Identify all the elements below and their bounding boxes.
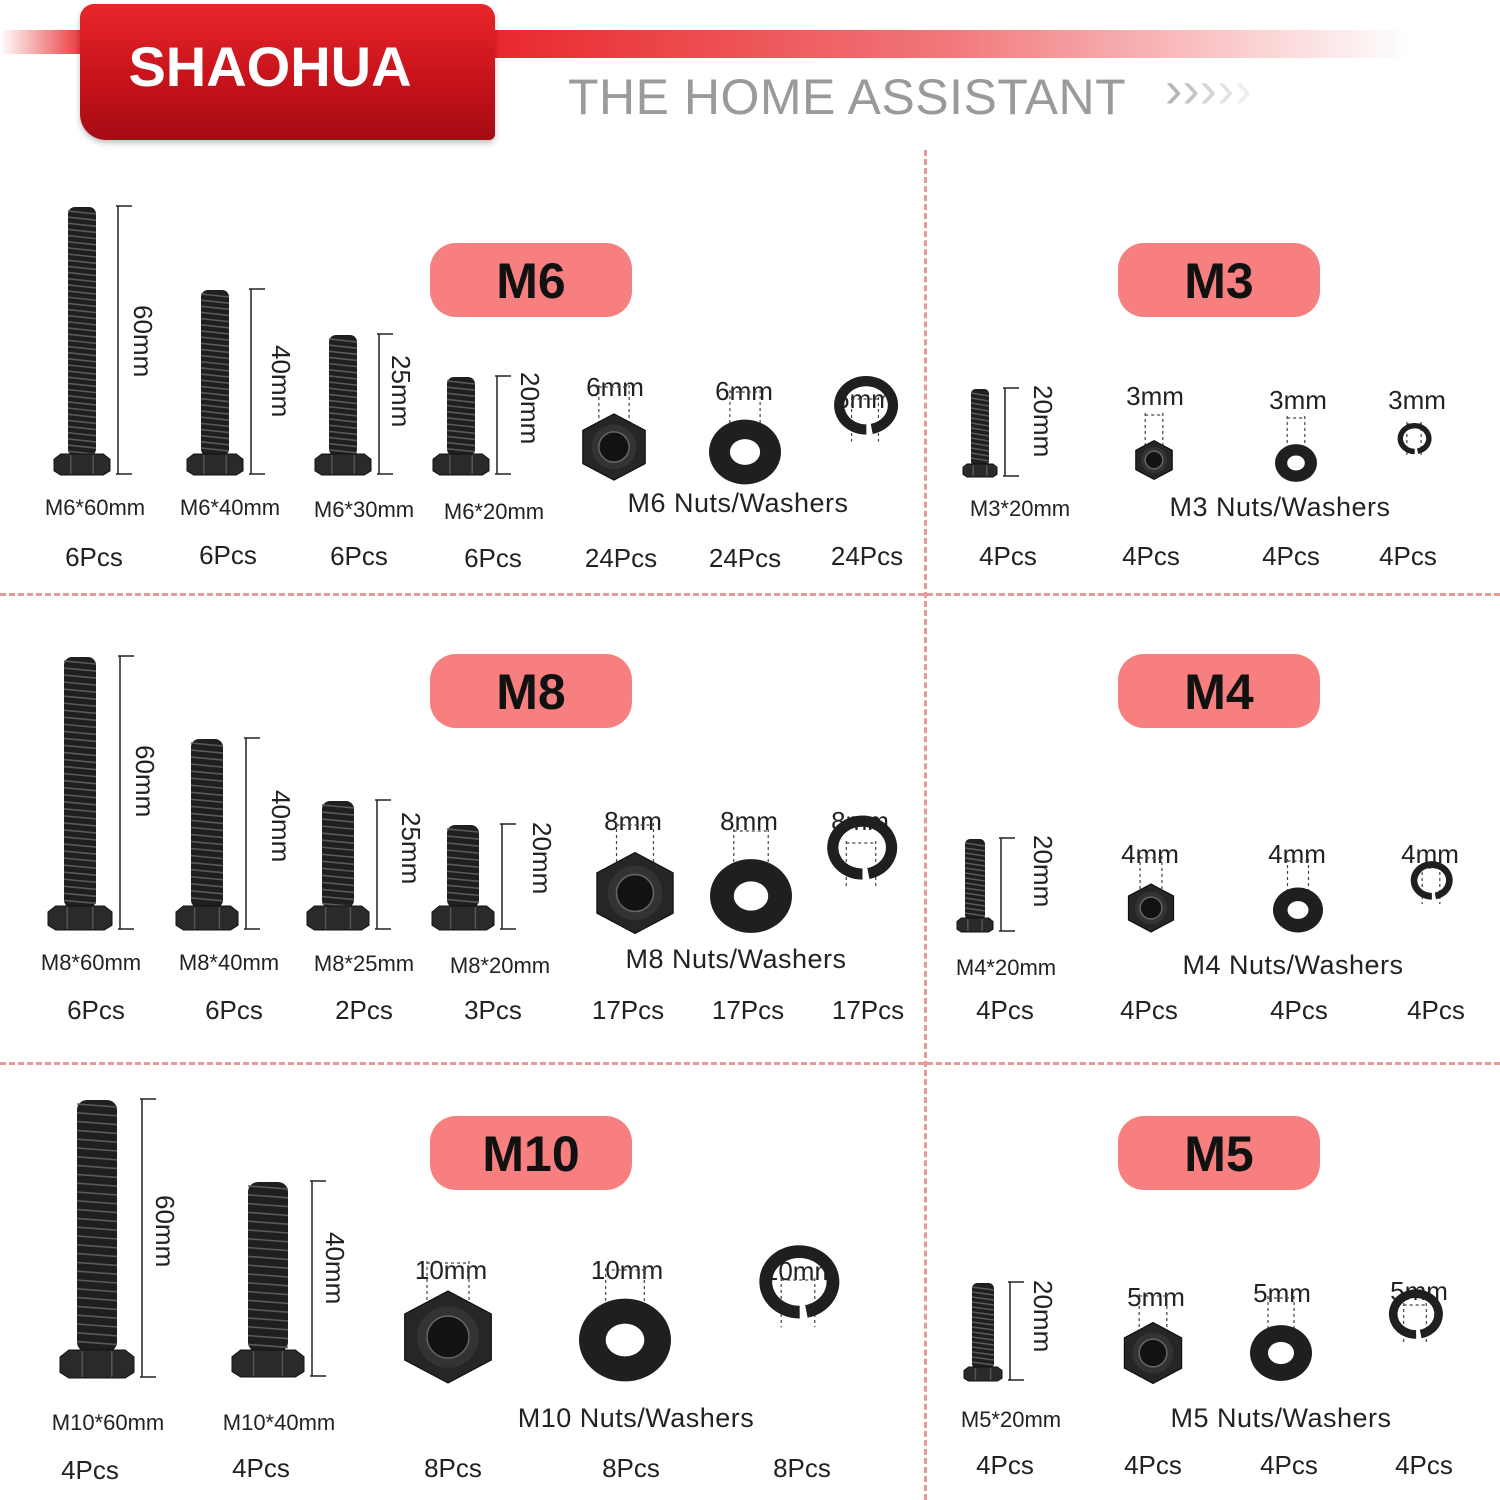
lock-washer-size-dim: 6mm [835, 384, 893, 414]
nut-pcs: 17Pcs [591, 995, 665, 1025]
size-badge-m3: M3 [1118, 243, 1320, 317]
bolt-pcs: 2Pcs [335, 995, 393, 1025]
bolt-image [307, 799, 449, 934]
lock-washer-image [822, 837, 900, 941]
lock-washer-size-dim: 8mm [831, 806, 889, 836]
bolt-size-label: M10*60mm [51, 1410, 165, 1435]
bolt-pcs: 4Pcs [61, 1455, 119, 1485]
bolt-length-dim: 25mm [396, 812, 426, 885]
nut-pcs: 4Pcs [1122, 541, 1180, 571]
hex-nut-image [587, 819, 683, 941]
bolt-size-label: M6*30mm [313, 497, 415, 522]
washer-pcs: 4Pcs [1262, 541, 1320, 571]
washer-pcs: 4Pcs [1270, 995, 1328, 1025]
bolt-length-dim: 40mm [320, 1232, 350, 1305]
bolt-pcs: 3Pcs [464, 995, 522, 1025]
column-divider [924, 150, 927, 1500]
bolt-length-dim: 40mm [266, 345, 296, 418]
nuts-washers-label: M8 Nuts/Washers [625, 944, 847, 974]
bolt-length-dim: 20mm [1028, 1280, 1058, 1353]
nuts-washers-label: M3 Nuts/Washers [1169, 492, 1391, 522]
bolt-pcs: 6Pcs [330, 541, 388, 571]
hex-nut-image [1116, 1290, 1190, 1390]
bolt-size-label: M8*20mm [449, 953, 551, 978]
header-ribbon [480, 30, 1410, 58]
bolt-pcs: 4Pcs [979, 541, 1037, 571]
size-badge-m4: M4 [1118, 654, 1320, 728]
flat-washer-image [1271, 412, 1321, 488]
nut-size-dim: 4mm [1121, 839, 1179, 869]
size-badge-m5: M5 [1118, 1116, 1320, 1190]
chevrons-icon: ››››› [1165, 61, 1252, 119]
lock-washer-pcs: 4Pcs [1407, 995, 1465, 1025]
flat-washer-image [705, 386, 785, 492]
row-divider-1 [0, 593, 1500, 596]
bolt-length-dim: 60mm [150, 1195, 180, 1268]
washer-pcs: 17Pcs [711, 995, 785, 1025]
bolt-length-dim: 20mm [527, 822, 557, 895]
bolt-size-label: M5*20mm [960, 1407, 1062, 1432]
bolt-image [187, 288, 323, 479]
nut-size-dim: 10mm [414, 1255, 488, 1285]
bolt-length-dim: 20mm [1028, 385, 1058, 458]
nut-pcs: 8Pcs [424, 1453, 482, 1483]
bolt-size-label: M6*20mm [443, 499, 545, 524]
bolt-size-label: M10*40mm [222, 1410, 336, 1435]
nut-pcs: 4Pcs [1120, 995, 1178, 1025]
header-ribbon-left [0, 30, 90, 54]
row-divider-2 [0, 1062, 1500, 1065]
bolt-image [433, 375, 569, 479]
lock-washer-pcs: 4Pcs [1379, 541, 1437, 571]
washer-size-dim: 5mm [1253, 1278, 1311, 1308]
size-badge-m6: M6 [430, 243, 632, 317]
bolt-pcs: 4Pcs [976, 1450, 1034, 1480]
bolt-length-dim: 20mm [515, 372, 545, 445]
lock-washer-size-dim: 10mm [763, 1256, 837, 1286]
bolt-length-dim: 25mm [386, 355, 416, 428]
bolt-image [315, 333, 451, 479]
washer-size-dim: 10mm [590, 1255, 664, 1285]
lock-washer-size-dim: 3mm [1388, 385, 1446, 415]
bolt-pcs: 6Pcs [199, 540, 257, 570]
bolt-size-label: M8*60mm [40, 950, 142, 975]
washer-size-dim: 3mm [1269, 385, 1327, 415]
hex-nut-image [1121, 852, 1181, 938]
nuts-washers-label: M4 Nuts/Washers [1182, 950, 1404, 980]
lock-washer-image [829, 393, 901, 491]
bolt-length-dim: 20mm [1028, 835, 1058, 908]
bolt-length-dim: 60mm [130, 745, 160, 818]
bolt-image [54, 205, 190, 479]
bolt-size-label: M3*20mm [969, 496, 1071, 521]
bolt-image [232, 1180, 384, 1381]
hex-nut-image [574, 381, 654, 487]
washer-pcs: 24Pcs [708, 543, 782, 573]
lock-washer-pcs: 17Pcs [831, 995, 905, 1025]
lock-washer-image [1393, 418, 1435, 486]
brand-tagline: THE HOME ASSISTANT [568, 69, 1127, 125]
bolt-image [176, 737, 318, 934]
bolt-size-label: M4*20mm [955, 955, 1057, 980]
bolt-size-label: M8*25mm [313, 951, 415, 976]
bolt-pcs: 6Pcs [464, 543, 522, 573]
bolt-pcs: 4Pcs [232, 1453, 290, 1483]
brand-logo [80, 4, 495, 140]
bolt-length-dim: 60mm [128, 305, 158, 378]
nut-size-dim: 5mm [1127, 1282, 1185, 1312]
bolt-pcs: 6Pcs [205, 995, 263, 1025]
washer-size-dim: 4mm [1268, 839, 1326, 869]
bolt-pcs: 6Pcs [65, 542, 123, 572]
bolt-size-label: M6*40mm [179, 495, 281, 520]
bolt-pcs: 6Pcs [67, 995, 125, 1025]
nut-size-dim: 8mm [604, 806, 662, 836]
nuts-washers-label: M6 Nuts/Washers [627, 488, 849, 518]
brand-logo-text: SHAOHUA [128, 35, 412, 98]
hex-nut-image [394, 1257, 502, 1391]
bolt-size-label: M6*60mm [44, 495, 146, 520]
lock-washer-pcs: 8Pcs [773, 1453, 831, 1483]
bolt-length-dim: 40mm [266, 790, 296, 863]
hex-nut-image [1129, 409, 1179, 485]
flat-washer-image [1246, 1292, 1316, 1388]
bolt-image [964, 1281, 1082, 1385]
nuts-washers-label: M10 Nuts/Washers [517, 1403, 755, 1433]
lock-washer-image [1406, 862, 1456, 938]
lock-washer-pcs: 4Pcs [1395, 1450, 1453, 1480]
nut-pcs: 4Pcs [1124, 1450, 1182, 1480]
size-badge-m10: M10 [430, 1116, 632, 1190]
bolt-image [60, 1098, 214, 1382]
bolt-image [963, 387, 1077, 481]
lock-washer-image [1384, 1299, 1446, 1387]
bolt-image [48, 655, 192, 934]
bolt-pcs: 4Pcs [976, 995, 1034, 1025]
nut-size-dim: 3mm [1126, 381, 1184, 411]
nut-size-dim: 6mm [586, 372, 644, 402]
nuts-washers-label: M5 Nuts/Washers [1170, 1403, 1392, 1433]
flat-washer-image [706, 825, 796, 941]
bolt-size-label: M8*40mm [178, 950, 280, 975]
flat-washer-image [1269, 855, 1327, 939]
washer-size-dim: 8mm [720, 806, 778, 836]
flat-washer-image [575, 1264, 675, 1390]
size-badge-m8: M8 [430, 654, 632, 728]
lock-washer-image [754, 1274, 842, 1388]
nut-pcs: 24Pcs [584, 543, 658, 573]
lock-washer-pcs: 24Pcs [830, 541, 904, 571]
washer-pcs: 8Pcs [602, 1453, 660, 1483]
washer-size-dim: 6mm [715, 376, 773, 406]
washer-pcs: 4Pcs [1260, 1450, 1318, 1480]
lock-washer-size-dim: 4mm [1401, 839, 1459, 869]
lock-washer-size-dim: 5mm [1390, 1276, 1448, 1306]
